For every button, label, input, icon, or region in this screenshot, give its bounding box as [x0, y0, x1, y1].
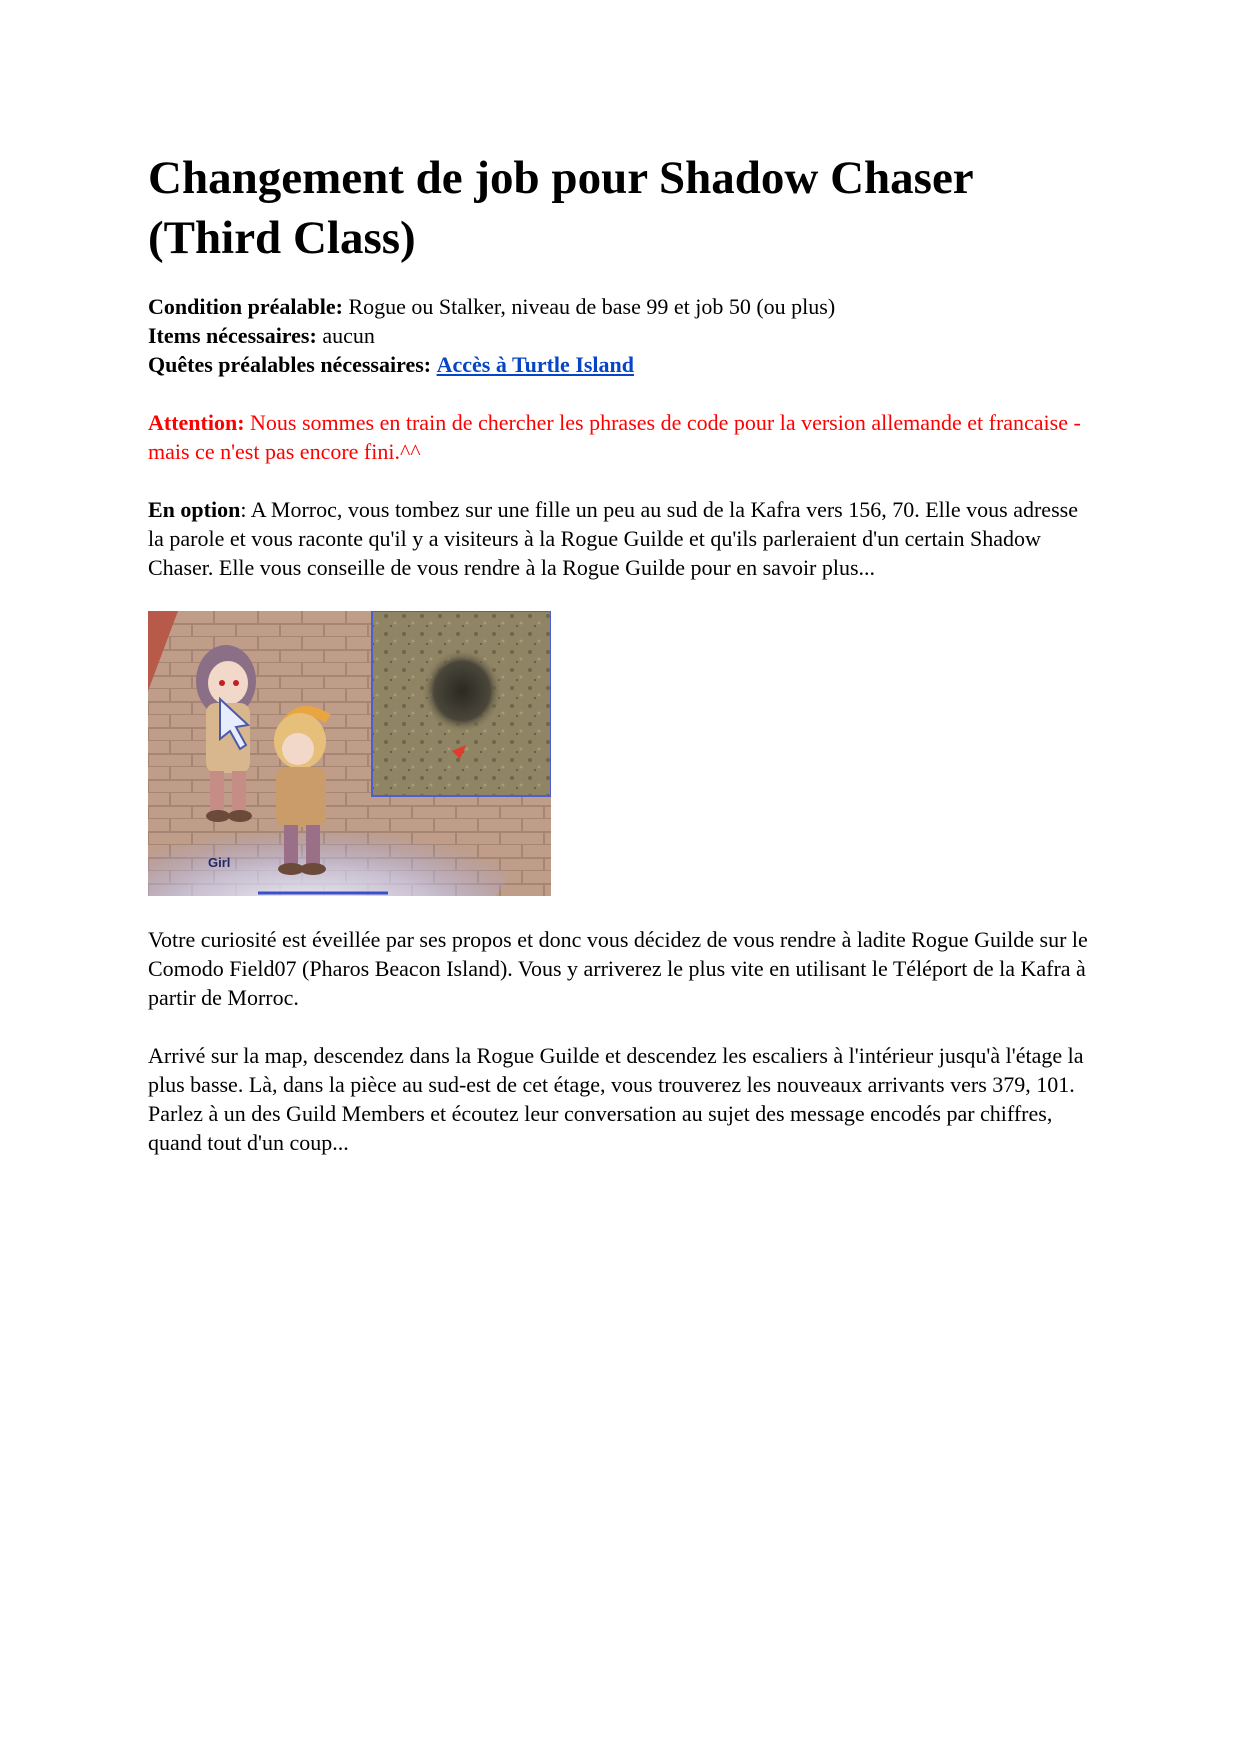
minimap [372, 611, 551, 796]
items-value: aucun [316, 323, 375, 348]
attention-text: Nous sommes en train de chercher les phrases de code pour la version allemande et francaise - mais ce n'est pas encore fini.^^ [148, 410, 1081, 464]
items-label: Items nécessaires: [148, 323, 317, 348]
turtle-island-link[interactable]: Accès à Turtle Island [436, 352, 635, 377]
prereq-line [148, 292, 1098, 321]
page-title: Changement de job pour Shadow Chaser (Third Class) [148, 152, 973, 264]
quests-label: Quêtes préalables nécessaires: [148, 352, 432, 377]
paragraph-1: Votre curiosité est éveillée par ses propos et donc vous décidez de vous rendre à ladite Rogue Guilde sur le Comodo Field07 (Pharos Beacon Island). Vous y arriverez le plus vite en utilisant le Téléport de la Kafra à partir de Morroc. [148, 927, 1088, 1010]
attention-note [148, 408, 1098, 466]
quests-line [148, 350, 1098, 379]
paragraph-2: Arrivé sur la map, descendez dans la Rogue Guilde et descendez les escaliers à l'intérieur jusqu'à l'étage la plus basse. Là, dans la pièce au sud-est de cet étage, vous trouverez les nouveaux arrivants vers 379, 101. Parlez à un des Guild Members et écoutez leur conversation au sujet des message encodés par chiffres, quand tout d'un coup... [148, 1043, 1084, 1155]
attention-label: Attention: [148, 410, 245, 435]
npc-name-label: Girl [208, 855, 231, 870]
prereq-label: Condition préalable: [148, 294, 343, 319]
requirements-block [148, 292, 1098, 379]
prereq-value: Rogue ou Stalker, niveau de base 99 et job 50 (ou plus) [342, 294, 836, 319]
document-page [148, 148, 1098, 1157]
option-text: : A Morroc, vous tombez sur une fille un peu au sud de la Kafra vers 156, 70. Elle vous adresse la parole et vous raconte qu'il y a visiteurs à la Rogue Guilde et qu'ils parleraient d'un certain Shadow Chaser. Elle vous conseille de vous rendre à la Rogue Guilde pour en savoir plus... [148, 497, 1078, 580]
option-paragraph [148, 495, 1098, 582]
items-line [148, 321, 1098, 350]
option-label: En option [148, 497, 241, 522]
game-screenshot [148, 611, 551, 896]
